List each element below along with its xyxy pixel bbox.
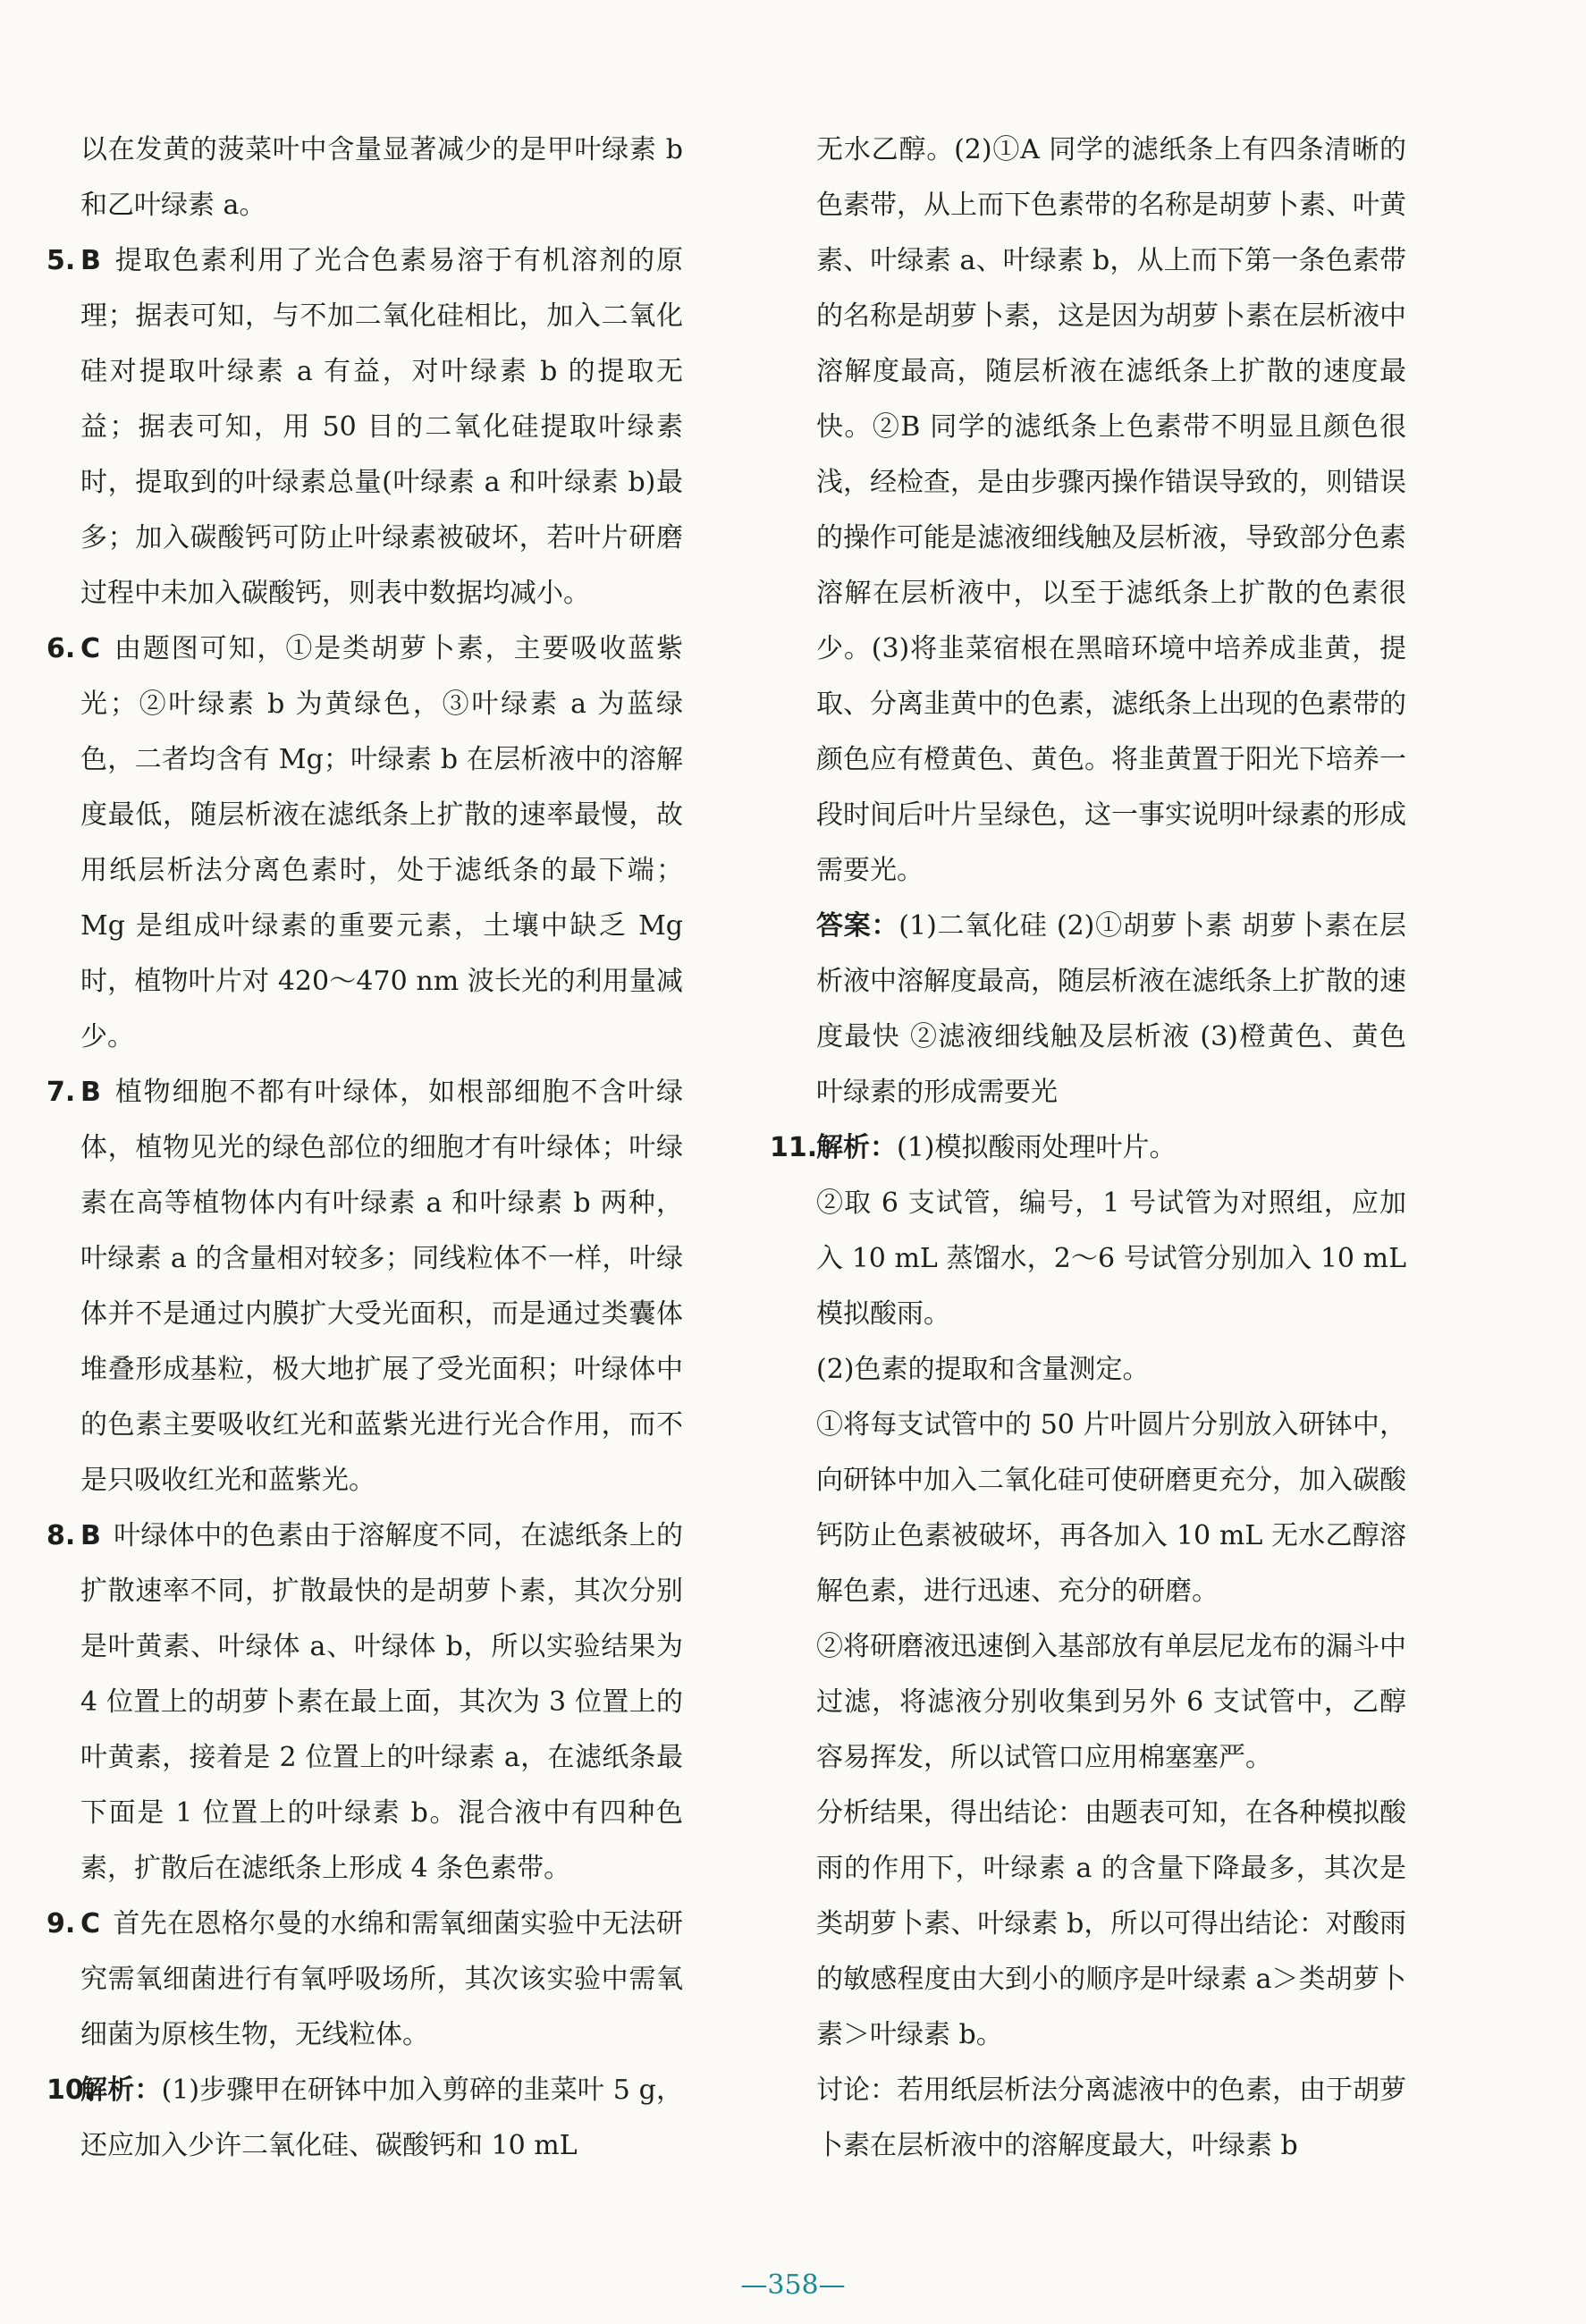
explanation-text: (1)模拟酸雨处理叶片。: [897, 1132, 1177, 1163]
answer-item-6: [46, 621, 683, 1065]
continued-paragraph: 无水乙醇。(2)①A 同学的滤纸条上有四条清晰的色素带，从上而下色素带的名称是胡萝卜素、叶黄素、叶绿素 a、叶绿素 b，从上而下第一条色素带的名称是胡萝卜素，这是因为胡萝卜素在层析液中溶解度最高，随层析液在滤纸条上扩散的速度最快。②B 同学的滤纸条上色素带不明显且颜色很浅，经检查，是由步骤丙操作错误导致的，则错误的操作可能是滤液细线触及层析液，导致部分色素溶解在层析液中，以至于滤纸条上扩散的色素很少。(3)将韭菜宿根在黑暗环境中培养成韭黄，提取、分离韭黄中的色素，滤纸条上出现的色素带的颜色应有橙黄色、黄色。将韭黄置于阳光下培养一段时间后叶片呈绿色，这一事实说明叶绿素的形成需要光。: [816, 134, 1406, 886]
paragraph: (2)色素的提取和含量测定。: [816, 1354, 1150, 1385]
answer-letter: B: [80, 1077, 101, 1108]
item-number: 5.: [46, 245, 76, 276]
continued-paragraph: 以在发黄的菠菜叶中含量显著减少的是甲叶绿素 b 和乙叶绿素 a。: [80, 134, 683, 221]
answer-label: 答案：: [816, 910, 899, 942]
explanation-text: 首先在恩格尔曼的水绵和需氧细菌实验中无法研究需氧细菌进行有氧呼吸场所，其次该实验中需氧细菌为原核生物，无线粒体。: [80, 1908, 683, 2050]
answer-item-8: [46, 1508, 683, 1897]
answer-letter: C: [80, 1908, 101, 1939]
explanation-text: 叶绿体中的色素由于溶解度不同，在滤纸条上的扩散速率不同，扩散最快的是胡萝卜素，其次分别是叶黄素、叶绿体 a、叶绿体 b，所以实验结果为 4 位置上的胡萝卜素在最上面，其次为 3 位置上的叶黄素，接着是 2 位置上的叶绿素 a，在滤纸条最下面是 1 位置上的叶绿素 b。混合液中有四种色素，扩散后在滤纸条上形成 4 条色素带。: [80, 1520, 683, 1884]
item-number: 11.: [770, 1132, 818, 1163]
answer-item-11: [770, 1120, 1406, 1176]
answer-letter: C: [80, 633, 101, 664]
answer-letter: B: [80, 1520, 101, 1551]
paragraph: ②将研磨液迅速倒入基部放有单层尼龙布的漏斗中过滤，将滤液分别收集到另外 6 支试管中，乙醇容易挥发，所以试管口应用棉塞塞严。: [816, 1631, 1406, 1773]
item-number: 7.: [46, 1077, 76, 1108]
paragraph: ①将每支试管中的 50 片叶圆片分别放入研钵中，向研钵中加入二氧化硅可使研磨更充分，加入碳酸钙防止色素被破坏，再各加入 10 mL 无水乙醇溶解色素，进行迅速、充分的研磨。: [816, 1409, 1406, 1607]
explanation-text: 植物细胞不都有叶绿体，如根部细胞不含叶绿体，植物见光的绿色部位的细胞才有叶绿体；叶绿素在高等植物体内有叶绿素 a 和叶绿素 b 两种，叶绿素 a 的含量相对较多；同线粒体不一样，叶绿体并不是通过内膜扩大受光面积，而是通过类囊体堆叠形成基粒，极大地扩展了受光面积；叶绿体中的色素主要吸收红光和蓝紫光进行光合作用，而不是只吸收红光和蓝紫光。: [80, 1077, 683, 1496]
item-number: 9.: [46, 1908, 76, 1939]
explanation-text: 由题图可知，①是类胡萝卜素，主要吸收蓝紫光；②叶绿素 b 为黄绿色，③叶绿素 a 为蓝绿色，二者均含有 Mg；叶绿素 b 在层析液中的溶解度最低，随层析液在滤纸条上扩散的速率最慢，故用纸层析法分离色素时，处于滤纸条的最下端；Mg 是组成叶绿素的重要元素，土壤中缺乏 Mg 时，植物叶片对 420～470 nm 波长光的利用量减少。: [80, 633, 683, 1052]
item-number: 6.: [46, 633, 76, 664]
answer-item-9: [46, 1897, 683, 2063]
left-column: [46, 123, 683, 2174]
answer-letter: B: [80, 245, 101, 276]
answer-item-7: [46, 1065, 683, 1508]
right-column: [770, 123, 1407, 2174]
analysis-label: 解析：: [816, 1132, 897, 1163]
explanation-text: 提取色素利用了光合色素易溶于有机溶剂的原理；据表可知，与不加二氧化硅相比，加入二氧化硅对提取叶绿素 a 有益，对叶绿素 b 的提取无益；据表可知，用 50 目的二氧化硅提取叶绿素时，提取到的叶绿素总量(叶绿素 a 和叶绿素 b)最多；加入碳酸钙可防止叶绿素被破坏，若叶片研磨过程中未加入碳酸钙，则表中数据均减小。: [80, 245, 683, 609]
paragraph: 分析结果，得出结论：由题表可知，在各种模拟酸雨的作用下，叶绿素 a 的含量下降最多，其次是类胡萝卜素、叶绿素 b，所以可得出结论：对酸雨的敏感程度由大到小的顺序是叶绿素 a＞类胡萝卜素＞叶绿素 b。: [816, 1797, 1406, 2050]
explanation-text: (1)步骤甲在研钵中加入剪碎的韭菜叶 5 g，还应加入少许二氧化硅、碳酸钙和 10 mL: [80, 2075, 684, 2161]
item-number: 10.: [46, 2075, 95, 2106]
page-number: —358—: [740, 2269, 846, 2301]
answer-text: (1)二氧化硅 (2)①胡萝卜素 胡萝卜素在层析液中溶解度最高，随层析液在滤纸条上扩散的速度最快 ②滤液细线触及层析液 (3)橙黄色、黄色 叶绿素的形成需要光: [816, 910, 1407, 1108]
answer-paragraph: [816, 899, 1406, 1120]
answer-item-10: [46, 2063, 683, 2174]
paragraph: ②取 6 支试管，编号，1 号试管为对照组，应加入 10 mL 蒸馏水，2～6 号试管分别加入 10 mL 模拟酸雨。: [816, 1187, 1406, 1330]
answer-item-5: [46, 233, 683, 621]
item-number: 8.: [46, 1520, 76, 1551]
paragraph: 讨论：若用纸层析法分离滤液中的色素，由于胡萝卜素在层析液中的溶解度最大，叶绿素 b: [816, 2075, 1406, 2161]
analysis-label: 解析：: [80, 2075, 162, 2106]
